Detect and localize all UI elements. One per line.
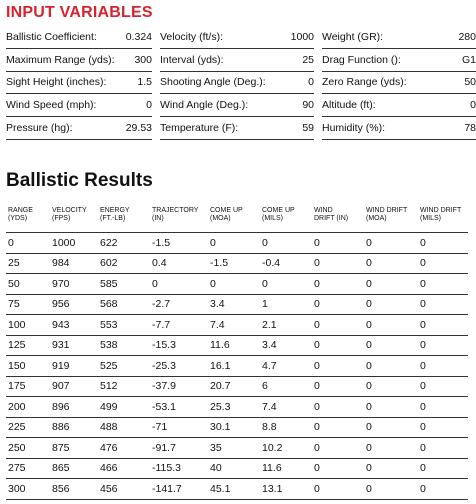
table-cell: 0 [312, 397, 364, 418]
table-cell: 250 [6, 438, 50, 459]
table-cell: 538 [98, 335, 150, 356]
table-cell: 984 [50, 253, 98, 274]
input-variable-row [160, 117, 314, 140]
input-variable-label: Maximum Range (yds): [6, 53, 115, 66]
input-variable-row [6, 117, 152, 140]
input-variable-value: 0 [470, 99, 476, 112]
column-header-line: DRIFT (IN) [314, 215, 349, 222]
table-row [6, 315, 468, 336]
table-cell: 0 [208, 233, 260, 254]
table-cell: 0 [260, 274, 312, 295]
column-header-line: (IN) [152, 215, 164, 222]
table-cell: 0 [418, 253, 468, 274]
table-cell: 0 [312, 335, 364, 356]
table-row [6, 479, 468, 500]
table-cell: 2.1 [260, 315, 312, 336]
table-cell: 1 [260, 294, 312, 315]
table-cell: 0 [364, 253, 418, 274]
input-variable-row [160, 72, 314, 95]
table-cell: 0 [150, 274, 208, 295]
table-cell: 13.1 [260, 479, 312, 500]
column-header-line: (MOA) [210, 215, 231, 222]
table-cell: 943 [50, 315, 98, 336]
table-cell: -2.7 [150, 294, 208, 315]
input-variable-label: Zero Range (yds): [322, 76, 407, 89]
table-cell: 225 [6, 417, 50, 438]
table-cell: 0 [312, 417, 364, 438]
table-cell: -71 [150, 417, 208, 438]
table-cell: -91.7 [150, 438, 208, 459]
table-cell: 0 [364, 335, 418, 356]
column-header-line: WIND DRIFT [420, 207, 462, 214]
table-cell: 585 [98, 274, 150, 295]
table-cell: 8.8 [260, 417, 312, 438]
table-cell: 11.6 [208, 335, 260, 356]
table-cell: 602 [98, 253, 150, 274]
table-cell: 0 [312, 294, 364, 315]
table-cell: 0 [418, 438, 468, 459]
column-header [98, 207, 150, 233]
input-variable-value: 280 [458, 30, 476, 43]
input-variables-grid [6, 26, 476, 140]
table-cell: 622 [98, 233, 150, 254]
table-cell: 11.6 [260, 458, 312, 479]
table-cell: 275 [6, 458, 50, 479]
table-cell: 0 [364, 274, 418, 295]
input-variable-label: Sight Height (inches): [6, 76, 107, 89]
table-cell: 525 [98, 356, 150, 377]
table-cell: 3.4 [260, 335, 312, 356]
table-cell: 300 [6, 479, 50, 500]
input-variable-value: 50 [464, 76, 476, 89]
table-cell: 0 [312, 253, 364, 274]
table-cell: 0 [312, 233, 364, 254]
table-cell: 10.2 [260, 438, 312, 459]
table-row [6, 274, 468, 295]
ballistic-results-table [6, 207, 468, 500]
table-cell: 25 [6, 253, 50, 274]
table-cell: 0 [364, 438, 418, 459]
table-cell: 25.3 [208, 397, 260, 418]
table-cell: 0.4 [150, 253, 208, 274]
table-cell: 970 [50, 274, 98, 295]
table-cell: 886 [50, 417, 98, 438]
input-variable-label: Humidity (%): [322, 122, 386, 135]
input-variable-row [160, 94, 314, 117]
table-row [6, 458, 468, 479]
table-cell: 856 [50, 479, 98, 500]
table-cell: 175 [6, 376, 50, 397]
table-cell: 150 [6, 356, 50, 377]
table-cell: 0 [364, 458, 418, 479]
table-cell: 896 [50, 397, 98, 418]
table-cell: 0 [418, 479, 468, 500]
column-header-line: ENERGY [100, 207, 130, 214]
table-cell: 0 [364, 315, 418, 336]
input-variable-row [322, 26, 476, 49]
input-variable-label: Interval (yds): [160, 53, 224, 66]
column-header-line: COME UP [262, 207, 295, 214]
ballistic-results-heading: Ballistic Results [6, 170, 153, 191]
table-cell: 1000 [50, 233, 98, 254]
column-header-line: RANGE [8, 207, 33, 214]
table-cell: 16.1 [208, 356, 260, 377]
input-variable-label: Temperature (F): [160, 122, 239, 135]
column-header [208, 207, 260, 233]
table-cell: 0 [364, 233, 418, 254]
table-cell: 0 [364, 294, 418, 315]
table-cell: 6 [260, 376, 312, 397]
input-variable-value: 0 [308, 76, 314, 89]
table-header-row [6, 207, 468, 233]
table-cell: 476 [98, 438, 150, 459]
table-cell: 0 [312, 438, 364, 459]
table-cell: 7.4 [208, 315, 260, 336]
table-cell: -37.9 [150, 376, 208, 397]
column-header-line: WIND [314, 207, 333, 214]
table-cell: 456 [98, 479, 150, 500]
table-cell: 200 [6, 397, 50, 418]
table-cell: 75 [6, 294, 50, 315]
input-variable-row [322, 117, 476, 140]
column-header-line: COME UP [210, 207, 243, 214]
input-variable-value: 0.324 [125, 30, 152, 43]
table-cell: 0 [312, 356, 364, 377]
input-variable-label: Shooting Angle (Deg.): [160, 76, 266, 89]
input-variable-value: 1000 [290, 30, 314, 43]
input-variable-value: 78 [464, 122, 476, 135]
table-cell: 0 [418, 274, 468, 295]
table-row [6, 233, 468, 254]
table-row [6, 438, 468, 459]
table-cell: 956 [50, 294, 98, 315]
table-cell: 0 [418, 458, 468, 479]
input-column [322, 26, 476, 140]
column-header-line: VELOCITY [52, 207, 87, 214]
table-cell: 0 [418, 315, 468, 336]
table-cell: 100 [6, 315, 50, 336]
table-cell: 0 [418, 417, 468, 438]
table-cell: 865 [50, 458, 98, 479]
table-cell: 20.7 [208, 376, 260, 397]
table-cell: -15.3 [150, 335, 208, 356]
table-cell: 30.1 [208, 417, 260, 438]
table-cell: 499 [98, 397, 150, 418]
table-row [6, 294, 468, 315]
table-cell: -7.7 [150, 315, 208, 336]
table-cell: -141.7 [150, 479, 208, 500]
column-header [260, 207, 312, 233]
column-header-line: (FT.-LB) [100, 215, 126, 222]
input-variable-value: 59 [302, 122, 314, 135]
table-cell: 0 [418, 356, 468, 377]
table-cell: -53.1 [150, 397, 208, 418]
input-variable-label: Ballistic Coefficient: [6, 30, 97, 43]
input-variable-row [6, 72, 152, 95]
table-row [6, 417, 468, 438]
table-cell: 7.4 [260, 397, 312, 418]
table-cell: 35 [208, 438, 260, 459]
column-header-line: (MILS) [420, 215, 441, 222]
column-header-line: TRAJECTORY [152, 207, 199, 214]
table-cell: 0 [364, 479, 418, 500]
input-variable-row [322, 72, 476, 95]
table-cell: -25.3 [150, 356, 208, 377]
input-variable-label: Drag Function (): [322, 53, 401, 66]
table-cell: 40 [208, 458, 260, 479]
column-header-line: (MILS) [262, 215, 283, 222]
input-column [160, 26, 314, 140]
input-variable-row [6, 26, 152, 49]
input-variable-row [160, 49, 314, 72]
input-variable-row [322, 49, 476, 72]
input-variable-row [160, 26, 314, 49]
table-cell: 3.4 [208, 294, 260, 315]
table-cell: 0 [364, 376, 418, 397]
input-variable-value: 25 [302, 53, 314, 66]
table-cell: 907 [50, 376, 98, 397]
column-header-line: (MOA) [366, 215, 387, 222]
input-variable-row [6, 49, 152, 72]
table-row [6, 356, 468, 377]
table-cell: 0 [418, 376, 468, 397]
table-cell: 50 [6, 274, 50, 295]
table-cell: 0 [364, 356, 418, 377]
table-row [6, 376, 468, 397]
column-header-line: (FPS) [52, 215, 71, 222]
input-variable-value: 90 [302, 99, 314, 112]
table-cell: 0 [364, 397, 418, 418]
column-header [50, 207, 98, 233]
input-variable-label: Wind Angle (Deg.): [160, 99, 249, 112]
table-cell: 0 [312, 376, 364, 397]
table-row [6, 253, 468, 274]
input-variable-label: Velocity (ft/s): [160, 30, 224, 43]
column-header [150, 207, 208, 233]
table-cell: 0 [260, 233, 312, 254]
table-cell: 875 [50, 438, 98, 459]
table-cell: 0 [312, 274, 364, 295]
table-cell: 0 [418, 294, 468, 315]
column-header-line: (YDS) [8, 215, 28, 222]
table-cell: 0 [312, 458, 364, 479]
table-cell: 125 [6, 335, 50, 356]
column-header [364, 207, 418, 233]
input-column [6, 26, 152, 140]
table-cell: 488 [98, 417, 150, 438]
input-variable-row [6, 94, 152, 117]
input-variable-value: 0 [146, 99, 152, 112]
input-variable-label: Wind Speed (mph): [6, 99, 97, 112]
input-variable-label: Altitude (ft): [322, 99, 376, 112]
input-variable-value: G1 [461, 53, 476, 66]
input-variable-value: 300 [134, 53, 152, 66]
input-variable-label: Pressure (hg): [6, 122, 73, 135]
table-cell: 553 [98, 315, 150, 336]
input-variable-value: 1.5 [137, 76, 152, 89]
table-cell: 0 [312, 479, 364, 500]
table-cell: 466 [98, 458, 150, 479]
table-cell: 0 [208, 274, 260, 295]
input-variable-value: 29.53 [125, 122, 152, 135]
table-cell: 568 [98, 294, 150, 315]
column-header [418, 207, 468, 233]
table-row [6, 397, 468, 418]
table-cell: 0 [418, 233, 468, 254]
input-variable-row [322, 94, 476, 117]
table-cell: 931 [50, 335, 98, 356]
table-cell: -0.4 [260, 253, 312, 274]
table-cell: -1.5 [150, 233, 208, 254]
table-cell: 512 [98, 376, 150, 397]
column-header-line: WIND DRIFT [366, 207, 408, 214]
input-variables-heading: INPUT VARIABLES [6, 4, 153, 21]
table-cell: 4.7 [260, 356, 312, 377]
table-row [6, 335, 468, 356]
table-cell: 45.1 [208, 479, 260, 500]
table-cell: -1.5 [208, 253, 260, 274]
table-cell: 0 [6, 233, 50, 254]
table-cell: 0 [418, 335, 468, 356]
table-cell: -115.3 [150, 458, 208, 479]
table-cell: 0 [312, 315, 364, 336]
column-header [312, 207, 364, 233]
column-header [6, 207, 50, 233]
input-variable-label: Weight (GR): [322, 30, 384, 43]
table-cell: 0 [364, 417, 418, 438]
table-cell: 0 [418, 397, 468, 418]
table-cell: 919 [50, 356, 98, 377]
